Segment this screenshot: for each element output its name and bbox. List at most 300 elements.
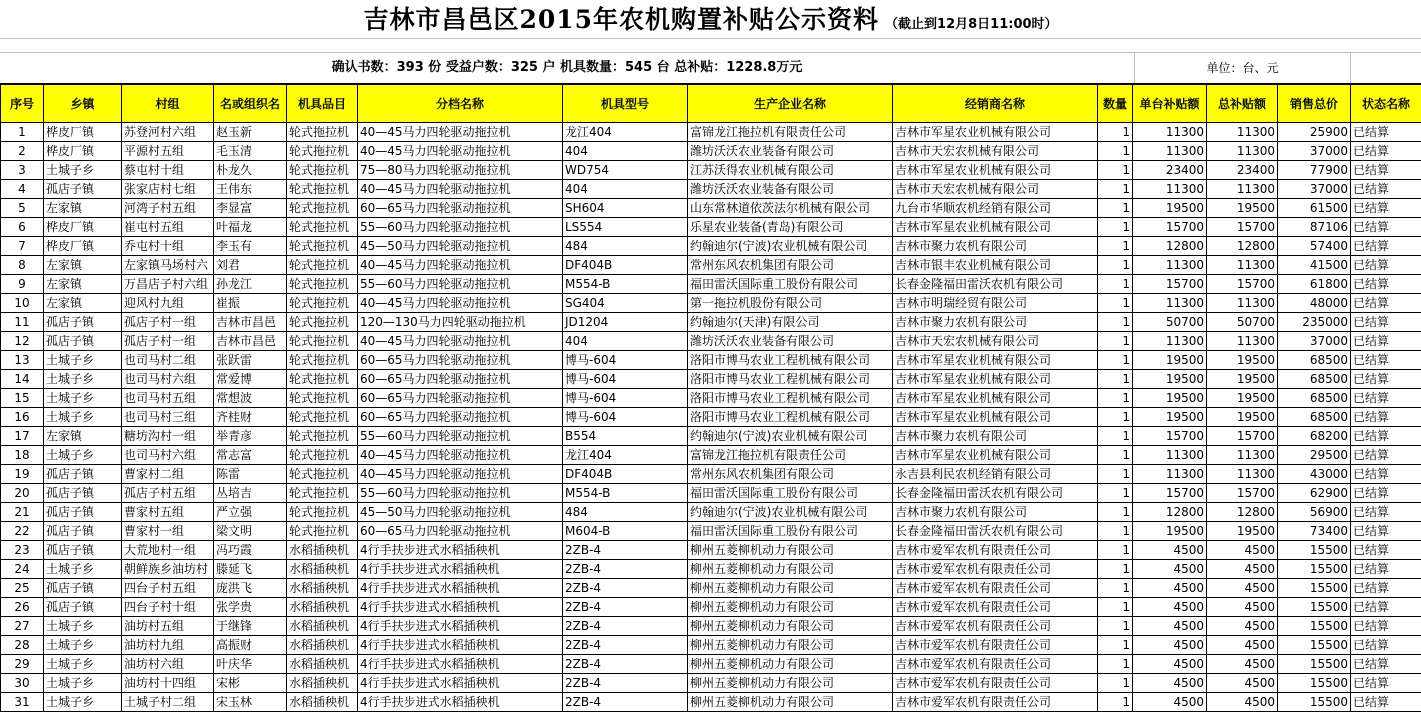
table-row: [1, 370, 1421, 389]
cell-manufacturer: 常州东风农机集团有限公司: [688, 465, 893, 484]
cell-manufacturer: 江苏沃得农业机械有限公司: [688, 161, 893, 180]
cell-name: 刘君: [214, 256, 287, 275]
cell-manufacturer: 福田雷沃国际重工股份有限公司: [688, 522, 893, 541]
cell-total-price: 68500: [1278, 370, 1351, 389]
cell-grade: 4行手扶步进式水稻插秧机: [358, 674, 563, 693]
cell-dealer: 吉林市爱军农机有限责任公司: [893, 693, 1098, 712]
cell-town: 孤店子镇: [44, 579, 122, 598]
cell-unit-subsidy: 11300: [1133, 142, 1207, 161]
table-row: [1, 256, 1421, 275]
cell-model: DF404B: [563, 465, 688, 484]
cell-grade: 4行手扶步进式水稻插秧机: [358, 636, 563, 655]
cell-unit-subsidy: 11300: [1133, 256, 1207, 275]
cell-seq: 25: [1, 579, 44, 598]
page-subtitle: （截止到12月8日11:00时）: [885, 17, 1058, 32]
cell-village: 大荒地村一组: [122, 541, 214, 560]
cell-model: M554-B: [563, 275, 688, 294]
cell-unit-subsidy: 15700: [1133, 218, 1207, 237]
header-name: 名或组织名: [214, 85, 287, 123]
table-row: [1, 560, 1421, 579]
cell-town: 左家镇: [44, 275, 122, 294]
cell-qty: 1: [1098, 237, 1133, 256]
header-row: [1, 85, 1421, 123]
cell-town: 桦皮厂镇: [44, 218, 122, 237]
cell-dealer: 吉林市爱军农机有限责任公司: [893, 617, 1098, 636]
cell-village: 油坊村九组: [122, 636, 214, 655]
cell-town: 孤店子镇: [44, 503, 122, 522]
cell-village: 油坊村十四组: [122, 674, 214, 693]
cell-total-subsidy: 15700: [1207, 484, 1278, 503]
cell-seq: 9: [1, 275, 44, 294]
cell-manufacturer: 柳州五菱柳机动力有限公司: [688, 693, 893, 712]
cell-town: 土城子乡: [44, 560, 122, 579]
table-row: [1, 427, 1421, 446]
cell-total-price: 29500: [1278, 446, 1351, 465]
cell-grade: 55—60马力四轮驱动拖拉机: [358, 275, 563, 294]
table-row: [1, 351, 1421, 370]
cell-total-price: 61800: [1278, 275, 1351, 294]
cell-grade: 4行手扶步进式水稻插秧机: [358, 693, 563, 712]
cell-category: 轮式拖拉机: [287, 351, 358, 370]
cell-total-price: 41500: [1278, 256, 1351, 275]
cell-model: M604-B: [563, 522, 688, 541]
cell-dealer: 吉林市军星农业机械有限公司: [893, 351, 1098, 370]
table-row: [1, 275, 1421, 294]
table-row: [1, 408, 1421, 427]
table-row: [1, 579, 1421, 598]
header-dealer: 经销商名称: [893, 85, 1098, 123]
cell-total-subsidy: 4500: [1207, 541, 1278, 560]
summary-text: 确认书数：393 份 受益户数：325 户 机具数量：545 台 总补贴：1228.8万元: [0, 53, 1135, 83]
cell-name: 常志富: [214, 446, 287, 465]
cell-status: 已结算: [1351, 541, 1421, 560]
cell-town: 桦皮厂镇: [44, 237, 122, 256]
cell-seq: 5: [1, 199, 44, 218]
cell-model: 博马-604: [563, 370, 688, 389]
cell-model: 2ZB-4: [563, 655, 688, 674]
cell-status: 已结算: [1351, 199, 1421, 218]
cell-category: 轮式拖拉机: [287, 180, 358, 199]
cell-dealer: 吉林市天宏农机械有限公司: [893, 180, 1098, 199]
cell-dealer: 吉林市爱军农机有限责任公司: [893, 560, 1098, 579]
cell-total-price: 15500: [1278, 579, 1351, 598]
table-row: [1, 693, 1421, 712]
cell-unit-subsidy: 4500: [1133, 560, 1207, 579]
header-village: 村组: [122, 85, 214, 123]
cell-town: 桦皮厂镇: [44, 123, 122, 142]
cell-dealer: 吉林市天宏农机械有限公司: [893, 142, 1098, 161]
cell-grade: 4行手扶步进式水稻插秧机: [358, 560, 563, 579]
cell-status: 已结算: [1351, 427, 1421, 446]
cell-qty: 1: [1098, 503, 1133, 522]
cell-status: 已结算: [1351, 123, 1421, 142]
cell-total-subsidy: 11300: [1207, 142, 1278, 161]
cell-category: 轮式拖拉机: [287, 370, 358, 389]
cell-model: LS554: [563, 218, 688, 237]
cell-model: 博马-604: [563, 389, 688, 408]
cell-model: SG404: [563, 294, 688, 313]
cell-model: M554-B: [563, 484, 688, 503]
cell-name: 庞洪飞: [214, 579, 287, 598]
cell-manufacturer: 柳州五菱柳机动力有限公司: [688, 598, 893, 617]
cell-dealer: 永吉县利民农机经销有限公司: [893, 465, 1098, 484]
cell-name: 宋彬: [214, 674, 287, 693]
cell-qty: 1: [1098, 522, 1133, 541]
cell-village: 孤店子村一组: [122, 332, 214, 351]
cell-category: 轮式拖拉机: [287, 503, 358, 522]
cell-category: 轮式拖拉机: [287, 142, 358, 161]
cell-name: 叶福龙: [214, 218, 287, 237]
table-row: [1, 389, 1421, 408]
cell-grade: 40—45马力四轮驱动拖拉机: [358, 294, 563, 313]
cell-village: 河湾子村五组: [122, 199, 214, 218]
cell-manufacturer: 乐星农业装备(青岛)有限公司: [688, 218, 893, 237]
cell-unit-subsidy: 11300: [1133, 446, 1207, 465]
cell-qty: 1: [1098, 579, 1133, 598]
cell-name: 张学贵: [214, 598, 287, 617]
cell-grade: 120—130马力四轮驱动拖拉机: [358, 313, 563, 332]
cell-total-price: 87106: [1278, 218, 1351, 237]
cell-village: 张家店村七组: [122, 180, 214, 199]
cell-name: 李玉有: [214, 237, 287, 256]
empty-cell: [1351, 53, 1421, 83]
cell-manufacturer: 洛阳市博马农业工程机械有限公司: [688, 408, 893, 427]
cell-name: 于继锋: [214, 617, 287, 636]
cell-qty: 1: [1098, 294, 1133, 313]
cell-grade: 75—80马力四轮驱动拖拉机: [358, 161, 563, 180]
cell-qty: 1: [1098, 142, 1133, 161]
cell-category: 轮式拖拉机: [287, 199, 358, 218]
cell-dealer: 吉林市军星农业机械有限公司: [893, 446, 1098, 465]
cell-qty: 1: [1098, 123, 1133, 142]
cell-total-subsidy: 19500: [1207, 389, 1278, 408]
table-row: [1, 503, 1421, 522]
cell-name: 孙龙江: [214, 275, 287, 294]
cell-total-subsidy: 4500: [1207, 636, 1278, 655]
cell-manufacturer: 柳州五菱柳机动力有限公司: [688, 655, 893, 674]
cell-status: 已结算: [1351, 161, 1421, 180]
cell-category: 水稻插秧机: [287, 560, 358, 579]
cell-dealer: 吉林市爱军农机有限责任公司: [893, 636, 1098, 655]
cell-grade: 40—45马力四轮驱动拖拉机: [358, 465, 563, 484]
cell-grade: 60—65马力四轮驱动拖拉机: [358, 408, 563, 427]
cell-name: 吉林市昌邑: [214, 313, 287, 332]
cell-manufacturer: 约翰迪尔(宁波)农业机械有限公司: [688, 427, 893, 446]
cell-category: 水稻插秧机: [287, 655, 358, 674]
cell-category: 轮式拖拉机: [287, 275, 358, 294]
cell-village: 平源村五组: [122, 142, 214, 161]
cell-village: 万昌店子村六组: [122, 275, 214, 294]
cell-seq: 26: [1, 598, 44, 617]
cell-status: 已结算: [1351, 674, 1421, 693]
cell-manufacturer: 潍坊沃沃农业装备有限公司: [688, 180, 893, 199]
cell-dealer: 吉林市军星农业机械有限公司: [893, 123, 1098, 142]
cell-village: 四台子村十组: [122, 598, 214, 617]
header-qty: 数量: [1098, 85, 1133, 123]
cell-status: 已结算: [1351, 503, 1421, 522]
cell-model: 2ZB-4: [563, 560, 688, 579]
cell-model: 484: [563, 503, 688, 522]
cell-unit-subsidy: 4500: [1133, 541, 1207, 560]
cell-name: 王伟东: [214, 180, 287, 199]
cell-model: 2ZB-4: [563, 674, 688, 693]
cell-village: 左家镇马场村六: [122, 256, 214, 275]
cell-total-subsidy: 12800: [1207, 503, 1278, 522]
cell-status: 已结算: [1351, 237, 1421, 256]
cell-grade: 55—60马力四轮驱动拖拉机: [358, 218, 563, 237]
cell-model: 博马-604: [563, 408, 688, 427]
cell-village: 糖坊沟村一组: [122, 427, 214, 446]
cell-model: WD754: [563, 161, 688, 180]
cell-category: 水稻插秧机: [287, 579, 358, 598]
cell-total-price: 68500: [1278, 408, 1351, 427]
cell-name: 丛培吉: [214, 484, 287, 503]
table-row: [1, 446, 1421, 465]
cell-village: 曹家村二组: [122, 465, 214, 484]
cell-status: 已结算: [1351, 617, 1421, 636]
cell-name: 李显富: [214, 199, 287, 218]
cell-total-price: 15500: [1278, 541, 1351, 560]
cell-qty: 1: [1098, 427, 1133, 446]
cell-status: 已结算: [1351, 408, 1421, 427]
cell-grade: 4行手扶步进式水稻插秧机: [358, 617, 563, 636]
cell-total-subsidy: 4500: [1207, 617, 1278, 636]
cell-unit-subsidy: 19500: [1133, 370, 1207, 389]
cell-category: 水稻插秧机: [287, 598, 358, 617]
cell-total-subsidy: 15700: [1207, 275, 1278, 294]
cell-seq: 27: [1, 617, 44, 636]
cell-town: 土城子乡: [44, 161, 122, 180]
cell-category: 轮式拖拉机: [287, 465, 358, 484]
table-row: [1, 123, 1421, 142]
cell-seq: 2: [1, 142, 44, 161]
cell-town: 孤店子镇: [44, 598, 122, 617]
cell-dealer: 吉林市军星农业机械有限公司: [893, 370, 1098, 389]
cell-seq: 18: [1, 446, 44, 465]
cell-total-price: 56900: [1278, 503, 1351, 522]
cell-village: 油坊村五组: [122, 617, 214, 636]
cell-seq: 30: [1, 674, 44, 693]
cell-town: 孤店子镇: [44, 313, 122, 332]
cell-total-subsidy: 11300: [1207, 465, 1278, 484]
cell-category: 轮式拖拉机: [287, 161, 358, 180]
header-total-subsidy: 总补贴额: [1207, 85, 1278, 123]
cell-qty: 1: [1098, 332, 1133, 351]
cell-manufacturer: 潍坊沃沃农业装备有限公司: [688, 332, 893, 351]
cell-name: 叶庆华: [214, 655, 287, 674]
cell-unit-subsidy: 15700: [1133, 484, 1207, 503]
cell-qty: 1: [1098, 351, 1133, 370]
cell-village: 蔡屯村十组: [122, 161, 214, 180]
cell-name: 陈雷: [214, 465, 287, 484]
cell-qty: 1: [1098, 370, 1133, 389]
cell-category: 轮式拖拉机: [287, 446, 358, 465]
cell-total-price: 15500: [1278, 598, 1351, 617]
cell-village: 孤店子村五组: [122, 484, 214, 503]
cell-qty: 1: [1098, 275, 1133, 294]
cell-dealer: 长春金隆福田雷沃农机有限公司: [893, 275, 1098, 294]
cell-total-subsidy: 19500: [1207, 370, 1278, 389]
cell-dealer: 吉林市聚力农机有限公司: [893, 237, 1098, 256]
cell-unit-subsidy: 15700: [1133, 427, 1207, 446]
cell-seq: 8: [1, 256, 44, 275]
cell-total-subsidy: 11300: [1207, 446, 1278, 465]
header-town: 乡镇: [44, 85, 122, 123]
cell-manufacturer: 洛阳市博马农业工程机械有限公司: [688, 351, 893, 370]
cell-seq: 23: [1, 541, 44, 560]
cell-model: 2ZB-4: [563, 693, 688, 712]
cell-model: 2ZB-4: [563, 636, 688, 655]
cell-unit-subsidy: 19500: [1133, 199, 1207, 218]
cell-seq: 19: [1, 465, 44, 484]
cell-unit-subsidy: 11300: [1133, 332, 1207, 351]
cell-status: 已结算: [1351, 579, 1421, 598]
cell-dealer: 吉林市军星农业机械有限公司: [893, 218, 1098, 237]
blank-row: [0, 39, 1421, 53]
cell-total-subsidy: 11300: [1207, 180, 1278, 199]
cell-category: 轮式拖拉机: [287, 484, 358, 503]
cell-grade: 40—45马力四轮驱动拖拉机: [358, 446, 563, 465]
cell-dealer: 吉林市军星农业机械有限公司: [893, 161, 1098, 180]
cell-category: 轮式拖拉机: [287, 522, 358, 541]
cell-name: 冯巧霞: [214, 541, 287, 560]
cell-grade: 4行手扶步进式水稻插秧机: [358, 598, 563, 617]
cell-grade: 60—65马力四轮驱动拖拉机: [358, 389, 563, 408]
cell-grade: 60—65马力四轮驱动拖拉机: [358, 351, 563, 370]
cell-grade: 60—65马力四轮驱动拖拉机: [358, 522, 563, 541]
cell-town: 土城子乡: [44, 446, 122, 465]
cell-status: 已结算: [1351, 370, 1421, 389]
cell-name: 举青彦: [214, 427, 287, 446]
cell-name: 常想波: [214, 389, 287, 408]
cell-qty: 1: [1098, 541, 1133, 560]
cell-model: 404: [563, 142, 688, 161]
header-unit-subsidy: 单台补贴额: [1133, 85, 1207, 123]
cell-manufacturer: 约翰迪尔(天津)有限公司: [688, 313, 893, 332]
table-body: [1, 123, 1421, 712]
cell-seq: 29: [1, 655, 44, 674]
cell-status: 已结算: [1351, 465, 1421, 484]
cell-unit-subsidy: 11300: [1133, 465, 1207, 484]
cell-total-price: 43000: [1278, 465, 1351, 484]
header-model: 机具型号: [563, 85, 688, 123]
cell-manufacturer: 约翰迪尔(宁波)农业机械有限公司: [688, 237, 893, 256]
cell-unit-subsidy: 11300: [1133, 294, 1207, 313]
cell-total-price: 25900: [1278, 123, 1351, 142]
cell-village: 崔屯村五组: [122, 218, 214, 237]
cell-village: 也司马村二组: [122, 351, 214, 370]
cell-name: 梁文明: [214, 522, 287, 541]
cell-status: 已结算: [1351, 294, 1421, 313]
header-grade: 分档名称: [358, 85, 563, 123]
cell-total-price: 37000: [1278, 180, 1351, 199]
cell-model: 龙江404: [563, 123, 688, 142]
cell-status: 已结算: [1351, 218, 1421, 237]
header-manufacturer: 生产企业名称: [688, 85, 893, 123]
cell-name: 崔振: [214, 294, 287, 313]
cell-status: 已结算: [1351, 484, 1421, 503]
header-total-price: 销售总价: [1278, 85, 1351, 123]
cell-model: 404: [563, 180, 688, 199]
cell-village: 也司马村六组: [122, 370, 214, 389]
page-title: 吉林市昌邑区2015年农机购置补贴公示资料: [363, 5, 880, 34]
unit-text: 单位：台、元: [1135, 53, 1351, 83]
cell-status: 已结算: [1351, 389, 1421, 408]
cell-model: 484: [563, 237, 688, 256]
cell-qty: 1: [1098, 199, 1133, 218]
cell-unit-subsidy: 50700: [1133, 313, 1207, 332]
cell-qty: 1: [1098, 180, 1133, 199]
cell-total-subsidy: 50700: [1207, 313, 1278, 332]
cell-grade: 45—50马力四轮驱动拖拉机: [358, 503, 563, 522]
cell-category: 轮式拖拉机: [287, 389, 358, 408]
cell-manufacturer: 柳州五菱柳机动力有限公司: [688, 617, 893, 636]
cell-dealer: 吉林市银丰农业机械有限公司: [893, 256, 1098, 275]
cell-unit-subsidy: 15700: [1133, 275, 1207, 294]
cell-qty: 1: [1098, 693, 1133, 712]
cell-seq: 31: [1, 693, 44, 712]
cell-unit-subsidy: 4500: [1133, 655, 1207, 674]
cell-total-subsidy: 4500: [1207, 674, 1278, 693]
cell-manufacturer: 柳州五菱柳机动力有限公司: [688, 560, 893, 579]
cell-town: 左家镇: [44, 256, 122, 275]
cell-unit-subsidy: 4500: [1133, 617, 1207, 636]
cell-total-subsidy: 12800: [1207, 237, 1278, 256]
cell-seq: 16: [1, 408, 44, 427]
cell-name: 宋玉林: [214, 693, 287, 712]
cell-total-subsidy: 23400: [1207, 161, 1278, 180]
cell-town: 孤店子镇: [44, 484, 122, 503]
cell-total-subsidy: 15700: [1207, 218, 1278, 237]
cell-grade: 55—60马力四轮驱动拖拉机: [358, 484, 563, 503]
cell-unit-subsidy: 12800: [1133, 503, 1207, 522]
cell-town: 土城子乡: [44, 617, 122, 636]
cell-status: 已结算: [1351, 180, 1421, 199]
cell-total-subsidy: 19500: [1207, 408, 1278, 427]
cell-village: 也司马村六组: [122, 446, 214, 465]
cell-seq: 22: [1, 522, 44, 541]
cell-qty: 1: [1098, 313, 1133, 332]
table-row: [1, 522, 1421, 541]
cell-total-price: 68500: [1278, 389, 1351, 408]
cell-dealer: 吉林市聚力农机有限公司: [893, 427, 1098, 446]
cell-model: 2ZB-4: [563, 598, 688, 617]
cell-name: 严立强: [214, 503, 287, 522]
cell-dealer: 吉林市爱军农机有限责任公司: [893, 655, 1098, 674]
cell-total-price: 77900: [1278, 161, 1351, 180]
table-row: [1, 674, 1421, 693]
cell-grade: 55—60马力四轮驱动拖拉机: [358, 427, 563, 446]
cell-qty: 1: [1098, 218, 1133, 237]
cell-model: B554: [563, 427, 688, 446]
cell-village: 曹家村五组: [122, 503, 214, 522]
cell-total-price: 235000: [1278, 313, 1351, 332]
cell-status: 已结算: [1351, 693, 1421, 712]
table-row: [1, 655, 1421, 674]
cell-unit-subsidy: 19500: [1133, 351, 1207, 370]
cell-total-subsidy: 11300: [1207, 294, 1278, 313]
cell-unit-subsidy: 19500: [1133, 408, 1207, 427]
cell-status: 已结算: [1351, 313, 1421, 332]
cell-total-price: 15500: [1278, 617, 1351, 636]
cell-dealer: 吉林市聚力农机有限公司: [893, 503, 1098, 522]
cell-town: 土城子乡: [44, 408, 122, 427]
cell-dealer: 吉林市军星农业机械有限公司: [893, 389, 1098, 408]
cell-manufacturer: 福田雷沃国际重工股份有限公司: [688, 484, 893, 503]
cell-town: 孤店子镇: [44, 541, 122, 560]
cell-town: 土城子乡: [44, 370, 122, 389]
header-seq: 序号: [1, 85, 44, 123]
